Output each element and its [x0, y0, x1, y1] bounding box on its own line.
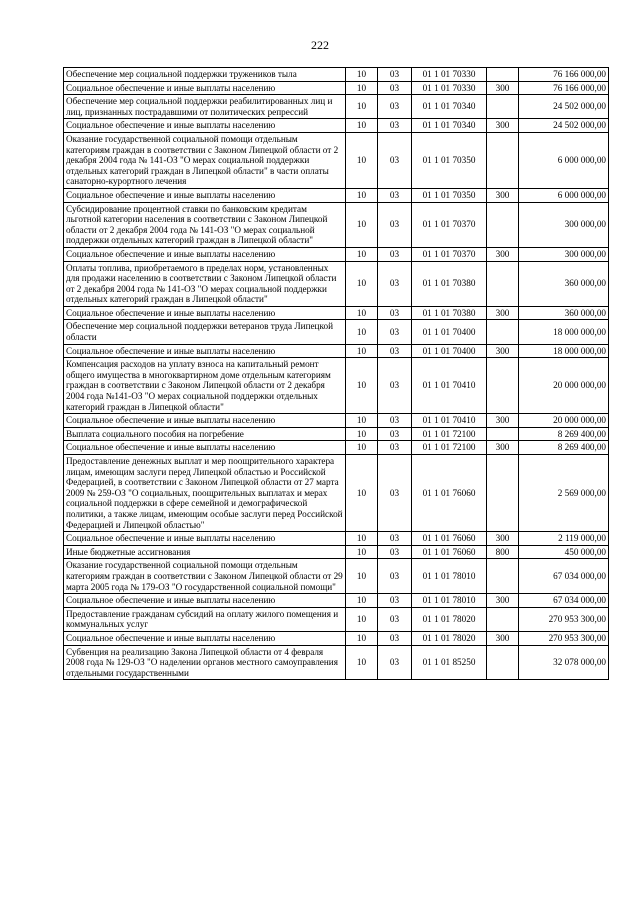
- subsection-code-cell: 03: [378, 81, 412, 95]
- target-article-cell: 01 1 01 76060: [412, 545, 487, 559]
- expense-type-cell: 300: [487, 441, 519, 455]
- amount-cell: 20 000 000,00: [519, 414, 609, 428]
- expenditure-name-cell: Субсидирование процентной ставки по банковским кредитам льготной категории населения в соответствии с Законом Липецкой области от 2 декабря 2004 года № 141-ОЗ "О мерах социальной поддержки отдельных категорий граждан в Липецкой области": [64, 202, 346, 247]
- subsection-code-cell: 03: [378, 594, 412, 608]
- expense-type-cell: 300: [487, 532, 519, 546]
- table-row: [64, 532, 609, 546]
- section-code-cell: 10: [346, 594, 378, 608]
- amount-cell: 24 502 000,00: [519, 119, 609, 133]
- table-row: [64, 631, 609, 645]
- section-code-cell: 10: [346, 68, 378, 82]
- amount-cell: 300 000,00: [519, 202, 609, 247]
- table-row: [64, 594, 609, 608]
- table-row: [64, 344, 609, 358]
- section-code-cell: 10: [346, 306, 378, 320]
- amount-cell: 360 000,00: [519, 261, 609, 306]
- expenditure-name-cell: Обеспечение мер социальной поддержки реабилитированных лиц и лиц, признанных пострадавшими от политических репрессий: [64, 95, 346, 119]
- subsection-code-cell: 03: [378, 427, 412, 441]
- amount-cell: 8 269 400,00: [519, 427, 609, 441]
- expenditure-name-cell: Оплаты топлива, приобретаемого в пределах норм, установленных для продажи населению в соответствии с Законом Липецкой области от 2 декабря 2004 года № 141-ОЗ "О мерах социальной поддержки отдельных категорий граждан в Липецкой области": [64, 261, 346, 306]
- expenditure-name-cell: Выплата социального пособия на погребение: [64, 427, 346, 441]
- section-code-cell: 10: [346, 320, 378, 344]
- table-row: [64, 132, 609, 188]
- expense-type-cell: 300: [487, 81, 519, 95]
- subsection-code-cell: 03: [378, 95, 412, 119]
- table-row: [64, 414, 609, 428]
- subsection-code-cell: 03: [378, 202, 412, 247]
- expense-type-cell: 300: [487, 344, 519, 358]
- amount-cell: 67 034 000,00: [519, 559, 609, 594]
- subsection-code-cell: 03: [378, 631, 412, 645]
- expense-type-cell: 300: [487, 414, 519, 428]
- expenditure-name-cell: Социальное обеспечение и иные выплаты населению: [64, 631, 346, 645]
- subsection-code-cell: 03: [378, 559, 412, 594]
- expense-type-cell: 300: [487, 631, 519, 645]
- amount-cell: 2 119 000,00: [519, 532, 609, 546]
- section-code-cell: 10: [346, 532, 378, 546]
- amount-cell: 67 034 000,00: [519, 594, 609, 608]
- subsection-code-cell: 03: [378, 119, 412, 133]
- target-article-cell: 01 1 01 70370: [412, 202, 487, 247]
- section-code-cell: 10: [346, 344, 378, 358]
- target-article-cell: 01 1 01 70400: [412, 320, 487, 344]
- subsection-code-cell: 03: [378, 545, 412, 559]
- expenditure-name-cell: Социальное обеспечение и иные выплаты населению: [64, 119, 346, 133]
- expenditure-name-cell: Предоставление гражданам субсидий на оплату жилого помещения и коммунальных услуг: [64, 607, 346, 631]
- section-code-cell: 10: [346, 202, 378, 247]
- expense-type-cell: 300: [487, 188, 519, 202]
- amount-cell: 270 953 300,00: [519, 631, 609, 645]
- expenditure-name-cell: Социальное обеспечение и иные выплаты населению: [64, 532, 346, 546]
- target-article-cell: 01 1 01 78020: [412, 607, 487, 631]
- section-code-cell: 10: [346, 358, 378, 414]
- amount-cell: 76 166 000,00: [519, 81, 609, 95]
- amount-cell: 360 000,00: [519, 306, 609, 320]
- target-article-cell: 01 1 01 72100: [412, 427, 487, 441]
- expenditure-name-cell: Обеспечение мер социальной поддержки тружеников тыла: [64, 68, 346, 82]
- expense-type-cell: [487, 427, 519, 441]
- table-row: [64, 261, 609, 306]
- section-code-cell: 10: [346, 559, 378, 594]
- amount-cell: 450 000,00: [519, 545, 609, 559]
- subsection-code-cell: 03: [378, 441, 412, 455]
- target-article-cell: 01 1 01 70380: [412, 306, 487, 320]
- subsection-code-cell: 03: [378, 247, 412, 261]
- amount-cell: 18 000 000,00: [519, 320, 609, 344]
- subsection-code-cell: 03: [378, 532, 412, 546]
- section-code-cell: 10: [346, 247, 378, 261]
- amount-cell: 20 000 000,00: [519, 358, 609, 414]
- amount-cell: 24 502 000,00: [519, 95, 609, 119]
- target-article-cell: 01 1 01 78010: [412, 559, 487, 594]
- expenditure-name-cell: Оказание государственной социальной помощи отдельным категориям граждан в соответствии с Законом Липецкой области от 2 декабря 2004 года № 141-ОЗ "О мерах социальной поддержки отдельных категорий граждан в Липецкой области" в части оплаты санаторно-курортного лечения: [64, 132, 346, 188]
- table-row: [64, 607, 609, 631]
- target-article-cell: 01 1 01 70330: [412, 68, 487, 82]
- expenditure-name-cell: Социальное обеспечение и иные выплаты населению: [64, 247, 346, 261]
- expenditure-name-cell: Социальное обеспечение и иные выплаты населению: [64, 414, 346, 428]
- table-row: [64, 68, 609, 82]
- expenditure-name-cell: Компенсация расходов на уплату взноса на капитальный ремонт общего имущества в многоквартирном доме отдельным категориям граждан в соответствии с Законом Липецкой области от 2 декабря 2004 года №141-ОЗ "О мерах социальной поддержки отдельных категорий граждан в Липецкой области": [64, 358, 346, 414]
- section-code-cell: 10: [346, 607, 378, 631]
- subsection-code-cell: 03: [378, 414, 412, 428]
- target-article-cell: 01 1 01 70340: [412, 119, 487, 133]
- section-code-cell: 10: [346, 414, 378, 428]
- amount-cell: 6 000 000,00: [519, 188, 609, 202]
- subsection-code-cell: 03: [378, 306, 412, 320]
- subsection-code-cell: 03: [378, 188, 412, 202]
- expense-type-cell: 300: [487, 119, 519, 133]
- expenditure-name-cell: Оказание государственной социальной помощи отдельным категориям граждан в соответствии с Законом Липецкой области от 29 марта 2005 года № 179-ОЗ "О государственной социальной помощи": [64, 559, 346, 594]
- expense-type-cell: 300: [487, 306, 519, 320]
- section-code-cell: 10: [346, 427, 378, 441]
- target-article-cell: 01 1 01 70380: [412, 261, 487, 306]
- expense-type-cell: [487, 320, 519, 344]
- expense-type-cell: [487, 95, 519, 119]
- expense-type-cell: [487, 132, 519, 188]
- table-row: [64, 95, 609, 119]
- table-row: [64, 455, 609, 532]
- amount-cell: 18 000 000,00: [519, 344, 609, 358]
- amount-cell: 8 269 400,00: [519, 441, 609, 455]
- target-article-cell: 01 1 01 70350: [412, 132, 487, 188]
- expenditure-name-cell: Социальное обеспечение и иные выплаты населению: [64, 188, 346, 202]
- section-code-cell: 10: [346, 119, 378, 133]
- page-number: 222: [311, 38, 329, 52]
- target-article-cell: 01 1 01 76060: [412, 455, 487, 532]
- subsection-code-cell: 03: [378, 358, 412, 414]
- target-article-cell: 01 1 01 70330: [412, 81, 487, 95]
- table-row: [64, 119, 609, 133]
- target-article-cell: 01 1 01 72100: [412, 441, 487, 455]
- expenditure-name-cell: Обеспечение мер социальной поддержки ветеранов труда Липецкой области: [64, 320, 346, 344]
- expense-type-cell: 800: [487, 545, 519, 559]
- expense-type-cell: [487, 358, 519, 414]
- subsection-code-cell: 03: [378, 455, 412, 532]
- section-code-cell: 10: [346, 455, 378, 532]
- subsection-code-cell: 03: [378, 132, 412, 188]
- expense-type-cell: 300: [487, 247, 519, 261]
- amount-cell: 6 000 000,00: [519, 132, 609, 188]
- table-row: [64, 545, 609, 559]
- expense-type-cell: [487, 202, 519, 247]
- section-code-cell: 10: [346, 81, 378, 95]
- expense-type-cell: [487, 645, 519, 680]
- table-row: [64, 247, 609, 261]
- target-article-cell: 01 1 01 70410: [412, 414, 487, 428]
- target-article-cell: 01 1 01 70340: [412, 95, 487, 119]
- expenditure-name-cell: Иные бюджетные ассигнования: [64, 545, 346, 559]
- amount-cell: 300 000,00: [519, 247, 609, 261]
- section-code-cell: 10: [346, 631, 378, 645]
- subsection-code-cell: 03: [378, 68, 412, 82]
- budget-table-body: [64, 68, 609, 680]
- target-article-cell: 01 1 01 85250: [412, 645, 487, 680]
- target-article-cell: 01 1 01 70370: [412, 247, 487, 261]
- amount-cell: 32 078 000,00: [519, 645, 609, 680]
- expenditure-name-cell: Социальное обеспечение и иные выплаты населению: [64, 306, 346, 320]
- subsection-code-cell: 03: [378, 645, 412, 680]
- target-article-cell: 01 1 01 78020: [412, 631, 487, 645]
- target-article-cell: 01 1 01 78010: [412, 594, 487, 608]
- target-article-cell: 01 1 01 76060: [412, 532, 487, 546]
- section-code-cell: 10: [346, 441, 378, 455]
- subsection-code-cell: 03: [378, 320, 412, 344]
- budget-table: [63, 67, 609, 680]
- table-row: [64, 188, 609, 202]
- section-code-cell: 10: [346, 188, 378, 202]
- expenditure-name-cell: Субвенция на реализацию Закона Липецкой области от 4 февраля 2008 года № 129-ОЗ "О наделении органов местного самоуправления отдельными государственными: [64, 645, 346, 680]
- table-row: [64, 81, 609, 95]
- expense-type-cell: [487, 261, 519, 306]
- expense-type-cell: 300: [487, 594, 519, 608]
- expense-type-cell: [487, 607, 519, 631]
- table-row: [64, 202, 609, 247]
- table-row: [64, 306, 609, 320]
- section-code-cell: 10: [346, 645, 378, 680]
- expense-type-cell: [487, 68, 519, 82]
- expenditure-name-cell: Социальное обеспечение и иные выплаты населению: [64, 81, 346, 95]
- expenditure-name-cell: Социальное обеспечение и иные выплаты населению: [64, 344, 346, 358]
- table-row: [64, 559, 609, 594]
- table-row: [64, 358, 609, 414]
- target-article-cell: 01 1 01 70350: [412, 188, 487, 202]
- table-row: [64, 320, 609, 344]
- amount-cell: 270 953 300,00: [519, 607, 609, 631]
- expense-type-cell: [487, 455, 519, 532]
- section-code-cell: 10: [346, 545, 378, 559]
- subsection-code-cell: 03: [378, 344, 412, 358]
- expenditure-name-cell: Предоставление денежных выплат и мер поощрительного характера лицам, имеющим заслуги перед Липецкой областью и Российской Федерацией, в соответствии с Законом Липецкой области от 27 марта 2009 № 259-ОЗ "О социальных, поощрительных выплатах и мерах социальной поддержки в сфере семейной и демографической политики, а также лицам, имеющим особые заслуги перед Российской Федерацией и Липецкой областью": [64, 455, 346, 532]
- amount-cell: 76 166 000,00: [519, 68, 609, 82]
- table-row: [64, 645, 609, 680]
- table-row: [64, 441, 609, 455]
- table-row: [64, 427, 609, 441]
- section-code-cell: 10: [346, 261, 378, 306]
- amount-cell: 2 569 000,00: [519, 455, 609, 532]
- section-code-cell: 10: [346, 95, 378, 119]
- target-article-cell: 01 1 01 70410: [412, 358, 487, 414]
- subsection-code-cell: 03: [378, 261, 412, 306]
- subsection-code-cell: 03: [378, 607, 412, 631]
- expenditure-name-cell: Социальное обеспечение и иные выплаты населению: [64, 441, 346, 455]
- expenditure-name-cell: Социальное обеспечение и иные выплаты населению: [64, 594, 346, 608]
- target-article-cell: 01 1 01 70400: [412, 344, 487, 358]
- expense-type-cell: [487, 559, 519, 594]
- section-code-cell: 10: [346, 132, 378, 188]
